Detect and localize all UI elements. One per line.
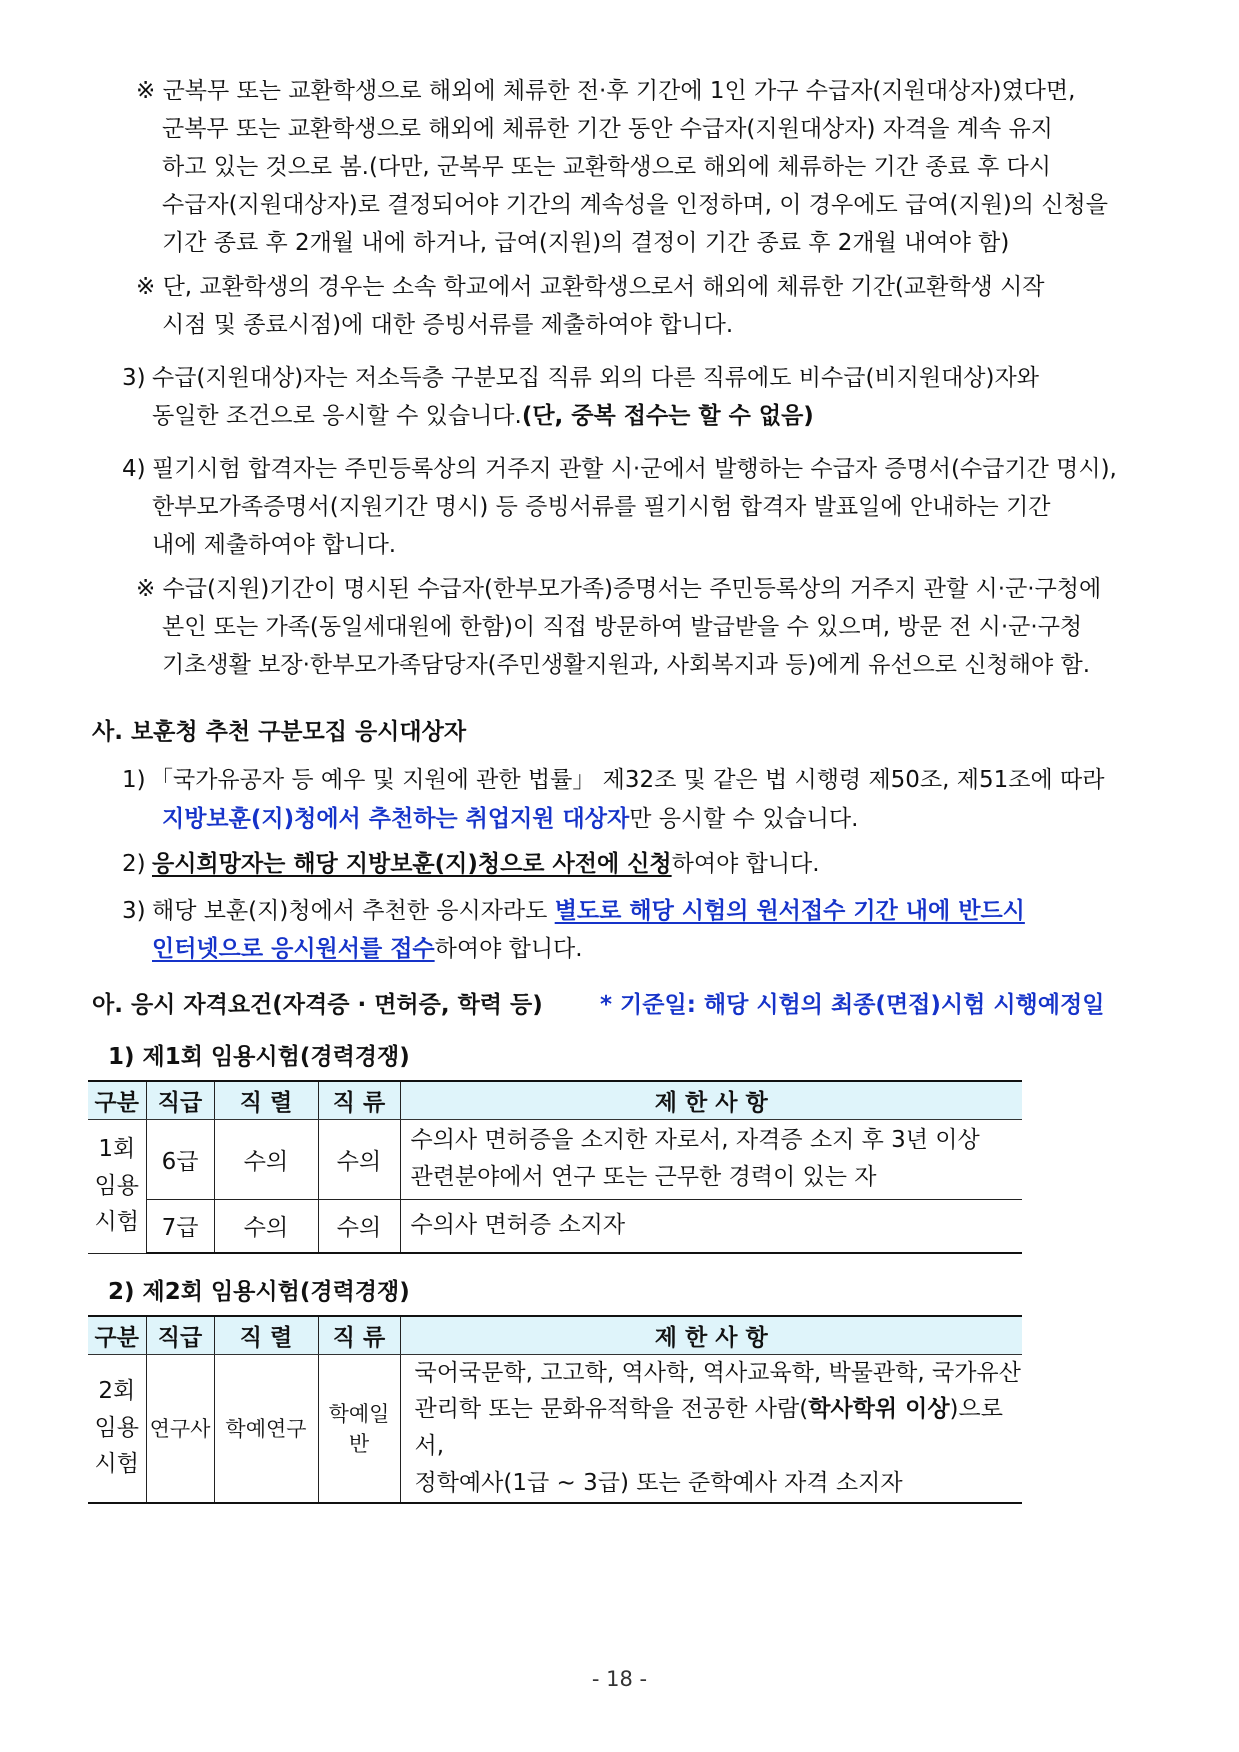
item3-line2-plain: 동일한 조건으로 응시할 수 있습니다. [152, 403, 522, 429]
table1-header-grade: 직급 [146, 1081, 214, 1119]
table2-header-group: 구분 [88, 1316, 146, 1354]
table2-header-requirements: 제 한 사 항 [400, 1316, 1022, 1354]
item3-line2-bold: (단, 중복 접수는 할 수 없음) [521, 403, 814, 429]
table2-req-line1: 국어국문학, 고고학, 역사학, 역사교육학, 박물관학, 국가유산 [414, 1359, 1021, 1386]
table2-header-row [88, 1316, 1022, 1354]
sa-item3-plain2: 하여야 합니다. [434, 936, 583, 962]
table1 [88, 1080, 1022, 1254]
table-row [88, 1119, 1022, 1199]
table1-row2-series: 수의 [214, 1199, 318, 1253]
item4-line2: 한부모가족증명서(지원기간 명시) 등 증빙서류를 필기시험 합격자 발표일에 안내하는 기간 [152, 494, 1051, 520]
table2-header-grade: 직급 [146, 1316, 214, 1354]
sa-item1-number: 1) [122, 767, 146, 793]
note1-line4: 수급자(지원대상자)로 결정되어야 기간의 계속성을 인정하며, 이 경우에도 급여(지원)의 신청을 [162, 192, 1108, 218]
note3-line1: ※ 수급(지원)기간이 명시된 수급자(한부모가족)증명서는 주민등록상의 거주지 관할 시·군·구청에 [136, 576, 1102, 602]
table1-row1-req-line1: 수의사 면허증을 소지한 자로서, 자격증 소지 후 3년 이상 [410, 1127, 980, 1154]
sa-item2-bold: 응시희망자는 해당 지방보훈(지)청으로 사전에 신청 [152, 851, 672, 877]
table1-header-group: 구분 [88, 1081, 146, 1119]
note1-line5: 기간 종료 후 2개월 내에 하거나, 급여(지원)의 결정이 기간 종료 후 2개월 내여야 함) [162, 230, 1010, 256]
table2-req-line2 [415, 1391, 1017, 1465]
table2-req-line2-a: 관리학 또는 문화유적학을 전공한 사람( [414, 1396, 809, 1423]
page-number: - 18 - [591, 1667, 648, 1691]
item4-line3: 내에 제출하여야 합니다. [152, 532, 397, 558]
section-a-heading: 아. 응시 자격요건(자격증 · 면허증, 학력 등) [92, 992, 543, 1018]
section-a-basis-date: * 기준일: 해당 시험의 최종(면접)시험 시행예정일 [600, 992, 1105, 1018]
table2-title: 2) 제2회 임용시험(경력경쟁) [108, 1279, 410, 1305]
table1-header-class: 직 류 [318, 1081, 400, 1119]
item3-number: 3) [122, 365, 146, 391]
table2-row-class: 학예일반 [318, 1354, 400, 1503]
item3-line1: 수급(지원대상)자는 저소득층 구분모집 직류 외의 다른 직류에도 비수급(비지원대상)자와 [152, 365, 1039, 391]
table2-row-grade: 연구사 [146, 1354, 214, 1503]
table2-header-series: 직 렬 [214, 1316, 318, 1354]
sa-item3-line2 [152, 938, 583, 961]
sa-item3-highlight1: 별도로 해당 시험의 원서접수 기간 내에 반드시 [554, 898, 1025, 924]
table2-group-cell: 2회 임용 시험 [88, 1354, 146, 1503]
table2-header-class: 직 류 [318, 1316, 400, 1354]
table1-row1-grade: 6급 [146, 1119, 214, 1199]
table1-row2-grade: 7급 [146, 1199, 214, 1253]
table1-row1-requirements [400, 1119, 1022, 1199]
table1-group-cell: 1회 임용 시험 [88, 1119, 146, 1253]
table1-row2-class: 수의 [318, 1199, 400, 1253]
table1-row2-requirements: 수의사 면허증 소지자 [400, 1199, 1022, 1253]
sa-item1-line2 [162, 808, 858, 831]
sa-item3-highlight2: 인터넷으로 응시원서를 접수 [152, 936, 435, 962]
table1-row1-req-line2: 관련분야에서 연구 또는 근무한 경력이 있는 자 [410, 1164, 877, 1190]
sa-item3-plain: 해당 보훈(지)청에서 추천한 응시자라도 [152, 898, 555, 924]
note1-line1: ※ 군복무 또는 교환학생으로 해외에 체류한 전·후 기간에 1인 가구 수급자(지원대상자)였다면, [136, 78, 1076, 104]
sa-item1-highlight: 지방보훈(지)청에서 추천하는 취업지원 대상자 [162, 806, 630, 832]
table2-req-line2-c: )으로서, [414, 1396, 1003, 1460]
table-row [88, 1354, 1022, 1503]
table2-req-line3: 정학예사(1급 ~ 3급) 또는 준학예사 자격 소지자 [414, 1469, 903, 1496]
table1-header-series: 직 렬 [214, 1081, 318, 1119]
sa-item3-line1 [152, 898, 1025, 924]
table1-title: 1) 제1회 임용시험(경력경쟁) [108, 1044, 410, 1070]
sa-item2-line [152, 853, 820, 876]
table1-row1-class: 수의 [318, 1119, 400, 1199]
sa-item3-number: 3) [122, 898, 146, 924]
table2-row-series: 학예연구 [214, 1354, 318, 1503]
sa-item2-plain: 하여야 합니다. [671, 851, 820, 877]
sa-item1-line1: 「국가유공자 등 예우 및 지원에 관한 법률」 제32조 및 같은 법 시행령 제50조, 제51조에 따라 [150, 767, 1105, 793]
table-row [88, 1199, 1022, 1253]
table1-row1-series: 수의 [214, 1119, 318, 1199]
table1-header-row [88, 1081, 1022, 1119]
item3-line2 [152, 405, 814, 428]
item4-number: 4) [122, 456, 146, 482]
table1-header-requirements: 제 한 사 항 [400, 1081, 1022, 1119]
note1-line3: 하고 있는 것으로 봄.(다만, 군복무 또는 교환학생으로 해외에 체류하는 기간 종료 후 다시 [162, 154, 1051, 180]
sa-item2-number: 2) [122, 851, 146, 877]
table2 [88, 1315, 1022, 1504]
note3-line2: 본인 또는 가족(동일세대원에 한함)이 직접 방문하여 발급받을 수 있으며, 방문 전 시·군·구청 [162, 614, 1083, 640]
note1-line2: 군복무 또는 교환학생으로 해외에 체류한 기간 동안 수급자(지원대상자) 자격을 계속 유지 [162, 116, 1053, 142]
sa-item1-line2-plain: 만 응시할 수 있습니다. [629, 806, 859, 832]
section-sa-heading: 사. 보훈청 추천 구분모집 응시대상자 [92, 719, 467, 745]
note2-line2: 시점 및 종료시점)에 대한 증빙서류를 제출하여야 합니다. [162, 312, 734, 338]
item4-line1: 필기시험 합격자는 주민등록상의 거주지 관할 시·군에서 발행하는 수급자 증명서(수급기간 명시), [152, 456, 1117, 482]
note3-line3: 기초생활 보장·한부모가족담당자(주민생활지원과, 사회복지과 등)에게 유선으로 신청해야 함. [162, 652, 1091, 678]
table2-req-line2-bold: 학사학위 이상 [808, 1396, 950, 1423]
note2-line1: ※ 단, 교환학생의 경우는 소속 학교에서 교환학생으로서 해외에 체류한 기간(교환학생 시작 [136, 274, 1045, 300]
table2-row-requirements [400, 1354, 1022, 1503]
